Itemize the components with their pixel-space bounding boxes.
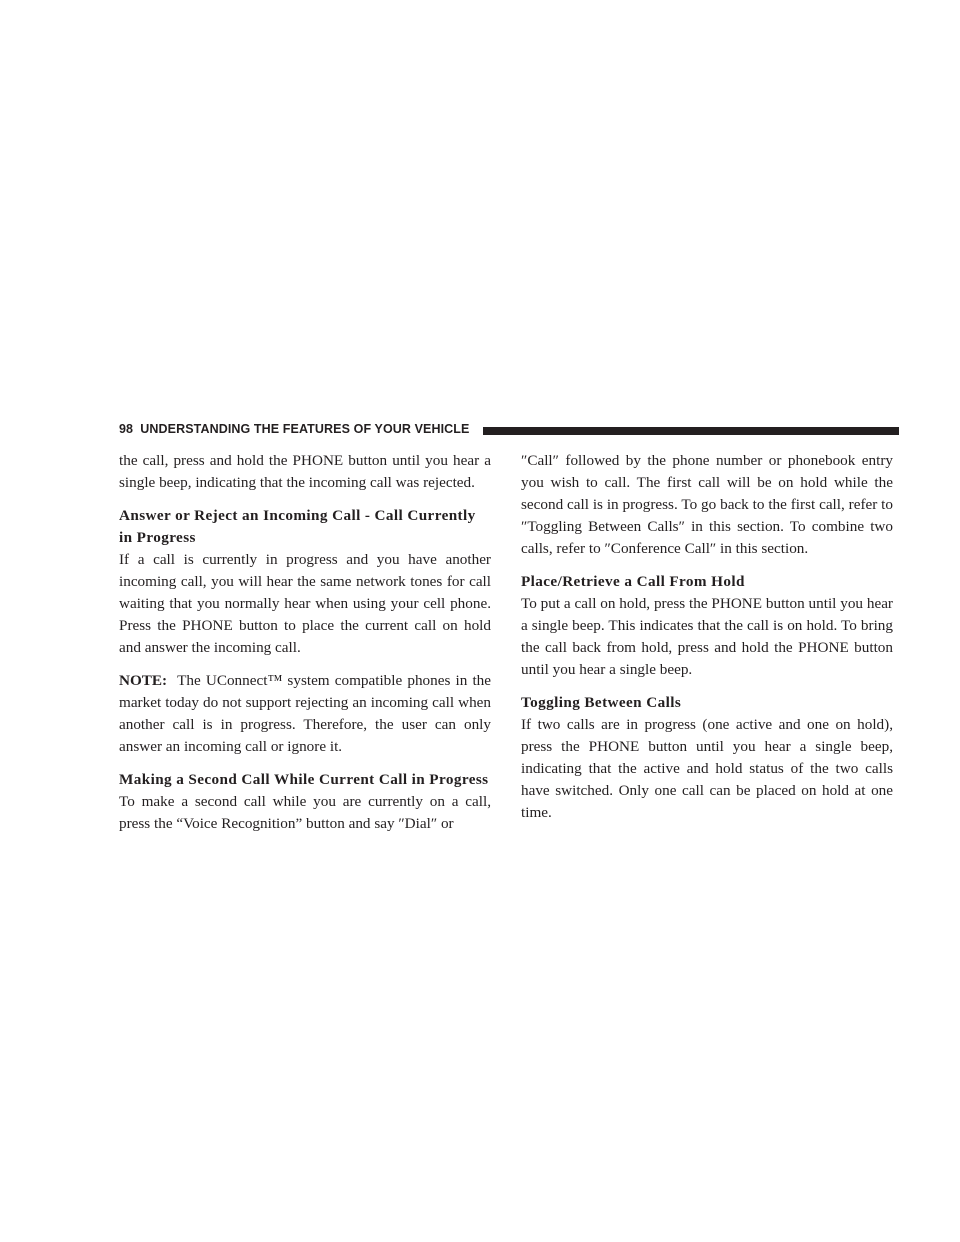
section-heading: Making a Second Call While Current Call in Progress bbox=[119, 771, 489, 788]
section-title: UNDERSTANDING THE FEATURES OF YOUR VEHICLE bbox=[140, 422, 470, 436]
section-heading: Toggling Between Calls bbox=[521, 694, 682, 711]
note-paragraph bbox=[119, 670, 491, 758]
page-number: 98 bbox=[119, 422, 134, 436]
note-label: NOTE: bbox=[119, 672, 168, 689]
right-column bbox=[521, 450, 893, 824]
paragraph: If two calls are in progress (one active and one on hold), press the PHONE button until you hear a single beep, indicating that the active and hold status of the two calls have switched. Only one call can be placed on hold at one time. bbox=[521, 716, 893, 821]
section-heading: Answer or Reject an Incoming Call - Call Currently in Progress bbox=[119, 507, 476, 546]
header-rule bbox=[483, 427, 899, 435]
left-column bbox=[119, 450, 491, 835]
paragraph: ″Call″ followed by the phone number or phonebook entry you wish to call. The first call will be on hold while the second call is in progress. To go back to the first call, refer to ″Toggling Between Calls″ in this section. To combine two calls, refer to ″Conference Call″ in this section. bbox=[521, 452, 893, 557]
paragraph: To make a second call while you are currently on a call, press the “Voice Recognition” button and say ″Dial″ or bbox=[119, 793, 491, 832]
paragraph: To put a call on hold, press the PHONE button until you hear a single beep. This indicates that the call is on hold. To bring the call back from hold, press and hold the PHONE button until you hear a single beep. bbox=[521, 595, 893, 678]
page-header bbox=[119, 418, 899, 440]
header-text bbox=[119, 421, 469, 437]
paragraph: the call, press and hold the PHONE button until you hear a single beep, indicating that the incoming call was rejected. bbox=[119, 452, 491, 491]
note-text: The UConnect™ system compatible phones in the market today do not support rejecting an incoming call when another call is in progress. Therefore, the user can only answer an incoming call or ignore it. bbox=[119, 672, 491, 755]
section-heading: Place/Retrieve a Call From Hold bbox=[521, 573, 745, 590]
paragraph: If a call is currently in progress and you have another incoming call, you will hear the same network tones for call waiting that you normally hear when using your cell phone. Press the PHONE button to place the current call on hold and answer the incoming call. bbox=[119, 551, 491, 656]
